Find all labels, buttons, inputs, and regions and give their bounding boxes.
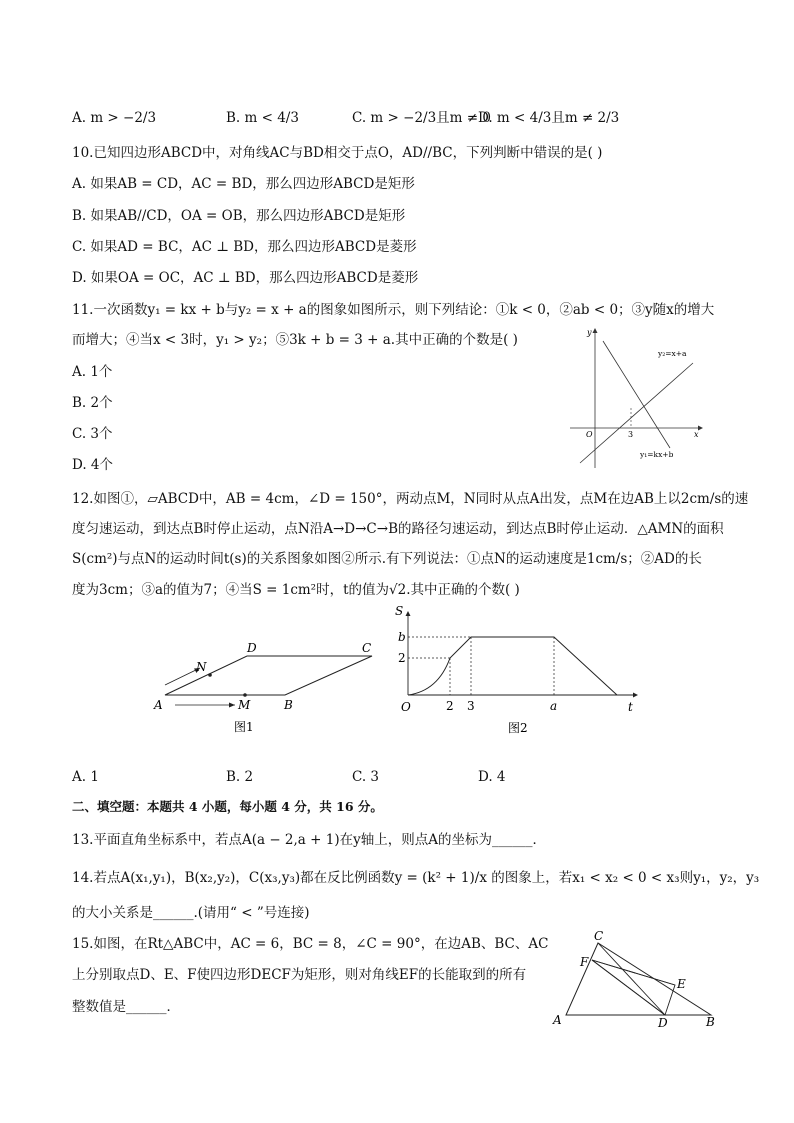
arrow-m-head xyxy=(229,703,235,708)
section2-title: 二、填空题：本题共 4 小题，每小题 4 分，共 16 分。 xyxy=(72,799,383,814)
q14-line2: 的大小关系是______.(请用“ < ”号连接) xyxy=(72,905,310,921)
label-f: F xyxy=(580,955,589,969)
q11-y-arrow xyxy=(593,328,598,333)
q9-option-d: D. m < 4/3且m ≠ 2/3 xyxy=(478,110,620,126)
fig2-t-label: t xyxy=(628,700,633,714)
label-e: E xyxy=(677,977,686,991)
label-a: A xyxy=(553,1013,562,1027)
fig2-2x-label: 2 xyxy=(446,699,454,713)
q12-line2: 度匀速运动，到达点B时停止运动，点N沿A→D→C→B的路径匀速运动，到达点B时停止运动．△AMN的面积 xyxy=(72,521,724,537)
q10-option-b: B. 如果AB//CD，OA = OB，那么四边形ABCD是矩形 xyxy=(72,208,406,224)
q11-x-arrow xyxy=(698,426,703,431)
q15-line1: 15.如图，在Rt△ABC中，AC = 6，BC = 8，∠C = 90°，在边AB、BC、AC xyxy=(72,936,549,952)
fig2-y-arrow xyxy=(406,611,411,616)
q12-line1: 12.如图①，▱ABCD中，AB = 4cm，∠D = 150°，两动点M，N同时从点A出发，点M在边AB上以2cm/s的速 xyxy=(72,491,749,507)
q9-option-b: B. m < 4/3 xyxy=(226,110,299,126)
fig2-curve xyxy=(408,637,617,695)
q12-option-d: D. 4 xyxy=(478,769,506,785)
q15-line2: 上分别取点D、E、F使四边形DECF为矩形，则对角线EF的长能取到的所有 xyxy=(72,967,527,983)
triangle-abc xyxy=(566,943,711,1015)
q11-option-a: A. 1个 xyxy=(72,364,113,380)
q12-figure2 xyxy=(393,603,643,743)
side-fd xyxy=(592,960,665,1015)
q11-graph xyxy=(565,323,705,473)
label-c: C xyxy=(362,641,372,655)
label-n: N xyxy=(196,660,207,674)
label-m: M xyxy=(238,698,251,712)
arrow-n-shaft xyxy=(165,668,200,685)
q11-option-b: B. 2个 xyxy=(72,395,113,411)
label-d: D xyxy=(247,641,257,655)
q11-line-y2 xyxy=(580,363,693,463)
fig2-a-label: a xyxy=(550,699,558,713)
q11-stem-line1: 11.一次函数y₁ = kx + b与y₂ = x + a的图象如图所示，则下列结论：①k < 0，②ab < 0；③y随x的增大 xyxy=(72,302,715,318)
label-b: B xyxy=(706,1015,715,1029)
q11-stem-line2: 而增大；④当x < 3时，y₁ > y₂；⑤3k + b = 3 + a.其中正确的个数是( ) xyxy=(72,332,518,348)
q14-line1: 14.若点A(x₁,y₁)，B(x₂,y₂)，C(x₃,y₃)都在反比例函数y = (k² + 1)/x 的图象上，若x₁ < x₂ < 0 < x₃则y₁，y₂，y₃ xyxy=(72,870,760,886)
q11-label-y2: y₂=x+a xyxy=(658,349,687,358)
q11-origin: O xyxy=(586,430,593,439)
fig2-origin: O xyxy=(401,700,411,714)
fig2-s-label: S xyxy=(395,604,404,618)
q10-option-c: C. 如果AD = BC，AC ⊥ BD，那么四边形ABCD是菱形 xyxy=(72,239,417,255)
fig2-x-arrow xyxy=(633,693,638,698)
q11-tick-3: 3 xyxy=(628,430,634,439)
q11-option-d: D. 4个 xyxy=(72,457,114,473)
q9-option-c: C. m > −2/3且m ≠ 0 xyxy=(352,110,491,126)
q12-option-a: A. 1 xyxy=(72,769,99,785)
q10-option-a: A. 如果AB = CD，AC = BD，那么四边形ABCD是矩形 xyxy=(72,176,415,192)
figure2-caption: 图2 xyxy=(508,721,528,735)
point-n xyxy=(208,673,212,677)
q9-option-a: A. m > −2/3 xyxy=(72,110,157,126)
q12-option-b: B. 2 xyxy=(226,769,254,785)
label-a: A xyxy=(154,698,163,712)
q11-label-y1: y₁=kx+b xyxy=(640,450,674,459)
label-b: B xyxy=(284,698,293,712)
rectangle-decf xyxy=(592,960,675,1015)
q12-line4: 度为3cm；③a的值为7；④当S = 1cm²时，t的值为√2.其中正确的个数( ) xyxy=(72,582,520,598)
q10-stem: 10.已知四边形ABCD中，对角线AC与BD相交于点O，AD//BC，下列判断中错误的是( ) xyxy=(72,145,603,161)
q11-y-label: y xyxy=(587,328,592,337)
label-d: D xyxy=(658,1016,668,1030)
fig2-b-label: b xyxy=(398,630,406,644)
q15-figure xyxy=(548,930,728,1030)
q12-option-c: C. 3 xyxy=(352,769,380,785)
q11-option-c: C. 3个 xyxy=(72,426,113,442)
q12-figure1 xyxy=(150,635,380,745)
q12-line3: S(cm²)与点N的运动时间t(s)的关系图象如图②所示.有下列说法：①点N的运动速度是1cm/s；②AD的长 xyxy=(72,551,702,567)
q10-option-d: D. 如果OA = OC，AC ⊥ BD，那么四边形ABCD是菱形 xyxy=(72,270,419,286)
fig2-2y-label: 2 xyxy=(398,651,406,665)
figure1-caption: 图1 xyxy=(234,720,254,734)
q11-x-label: x xyxy=(694,430,699,439)
q13-stem: 13.平面直角坐标系中，若点A(a − 2,a + 1)在y轴上，则点A的坐标为______． xyxy=(72,832,546,848)
fig2-3x-label: 3 xyxy=(467,699,475,713)
q15-line3: 整数值是______． xyxy=(72,999,180,1015)
point-m xyxy=(243,693,247,697)
label-c: C xyxy=(594,930,604,943)
